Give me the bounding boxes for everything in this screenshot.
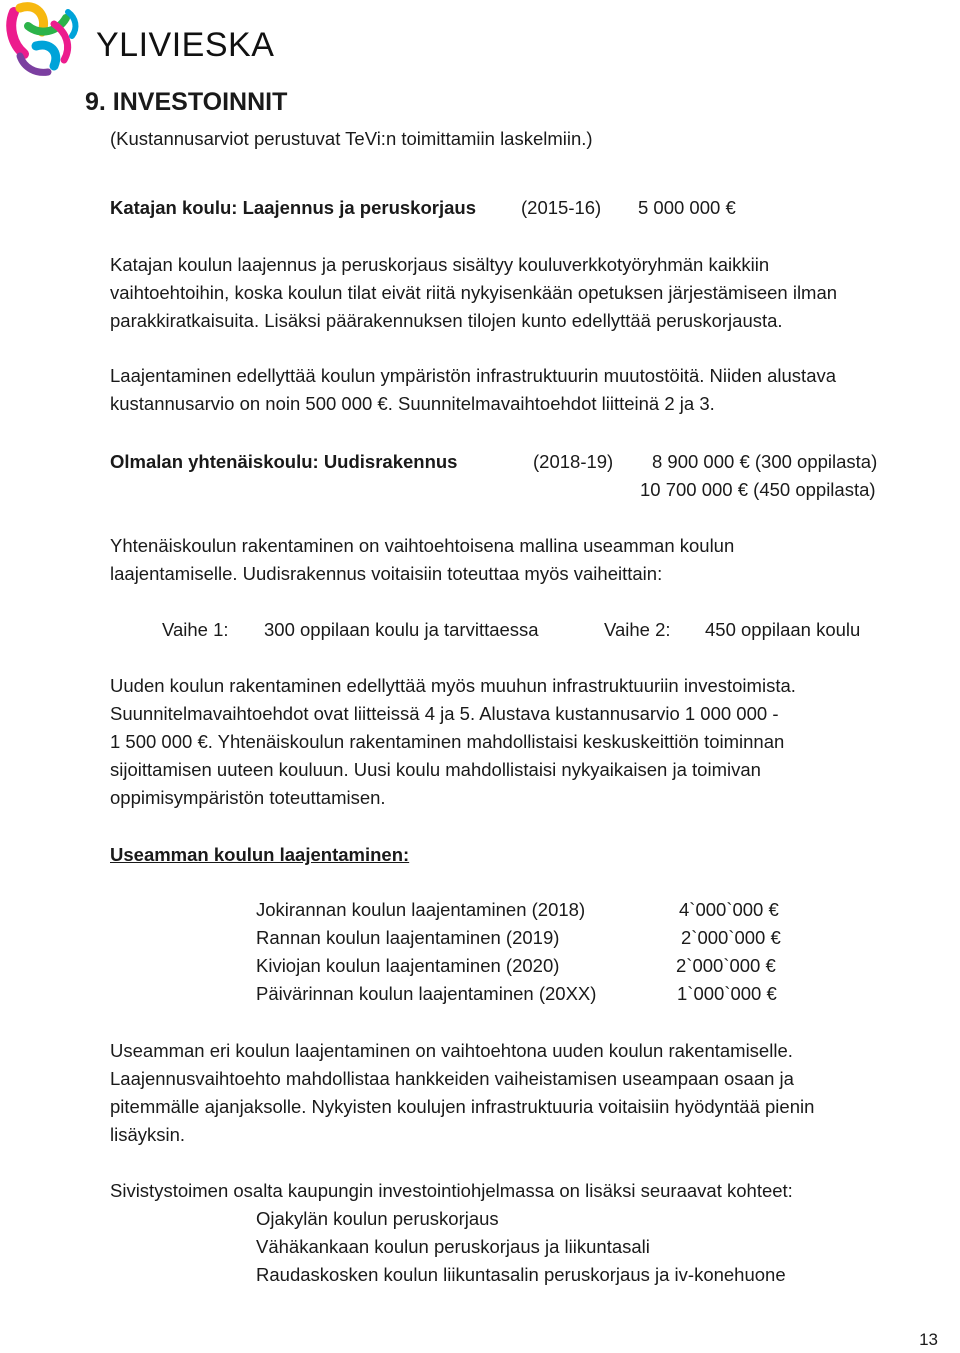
sivistys-item: Raudaskosken koulun liikuntasalin peruskorjaus ja iv-konehuone	[256, 1264, 786, 1285]
paragraph-line: 1 500 000 €. Yhtenäiskoulun rakentaminen mahdollistaisi keskuskeittiön toiminnan	[110, 731, 785, 752]
paragraph-line: laajentamiselle. Uudisrakennus voitaisiin toteuttaa myös vaiheittain:	[110, 563, 663, 584]
paragraph-line: oppimisympäristön toteuttamisen.	[110, 787, 386, 808]
phase2-label: Vaihe 2:	[604, 619, 671, 640]
useamman-title: Useamman koulun laajentaminen:	[110, 844, 410, 865]
olmala-years: (2018-19)	[533, 451, 614, 472]
katajan-years: (2015-16)	[521, 197, 602, 218]
katajan-amount: 5 000 000 €	[638, 197, 736, 218]
paragraph-line: Laajennusvaihtoehto mahdollistaa hankkeiden vaiheistamisen useampaan osaan ja	[110, 1068, 794, 1089]
expansion-row-name: Päivärinnan koulun laajentaminen (20XX)	[256, 983, 597, 1004]
paragraph-line: kustannusarvio on noin 500 000 €. Suunnitelmavaihtoehdot liitteinä 2 ja 3.	[110, 393, 715, 414]
page-title: 9. INVESTOINNIT	[85, 88, 288, 116]
logo-mark-icon	[6, 2, 90, 82]
expansion-row-cost: 1`000`000 €	[677, 983, 777, 1004]
expansion-row-name: Jokirannan koulun laajentaminen (2018)	[256, 899, 586, 920]
paragraph-line: Uuden koulun rakentaminen edellyttää myös muuhun infrastruktuuriin investoimista.	[110, 675, 796, 696]
paragraph-line: Laajentaminen edellyttää koulun ympäristön infrastruktuurin muutostöitä. Niiden alustava	[110, 365, 837, 386]
olmala-title: Olmalan yhtenäiskoulu: Uudisrakennus	[110, 451, 458, 472]
paragraph-line: Katajan koulun laajennus ja peruskorjaus sisältyy kouluverkkotyöryhmän kaikkiin	[110, 254, 770, 275]
sivistys-item: Vähäkankaan koulun peruskorjaus ja liikuntasali	[256, 1236, 650, 1257]
expansion-row-cost: 4`000`000 €	[679, 899, 779, 920]
phase2-text: 450 oppilaan koulu	[705, 619, 861, 640]
sivistys-intro: Sivistystoimen osalta kaupungin investointiohjelmassa on lisäksi seuraavat kohteet:	[110, 1180, 793, 1201]
paragraph-line: lisäyksin.	[110, 1124, 186, 1145]
paragraph-line: sijoittamisen uuteen kouluun. Uusi koulu mahdollistaisi nykyaikaisen ja toimivan	[110, 759, 761, 780]
page-number: 13	[919, 1330, 938, 1349]
paragraph-line: Useamman eri koulun laajentaminen on vaihtoehtona uuden koulun rakentamiselle.	[110, 1040, 793, 1061]
expansion-row-cost: 2`000`000 €	[681, 927, 781, 948]
phase1-text: 300 oppilaan koulu ja tarvittaessa	[264, 619, 539, 640]
ylivieska-logo	[6, 2, 275, 82]
phase1-label: Vaihe 1:	[162, 619, 229, 640]
paragraph-line: vaihtoehtoihin, koska koulun tilat eivät riitä nykyisenkään opetuksen järjestämiseen ilman	[110, 282, 838, 303]
sivistys-item: Ojakylän koulun peruskorjaus	[256, 1208, 499, 1229]
expansion-row-cost: 2`000`000 €	[676, 955, 776, 976]
expansion-row-name: Rannan koulun laajentaminen (2019)	[256, 927, 560, 948]
brand-name: YLIVIESKA	[96, 26, 275, 64]
olmala-cost-450: 10 700 000 € (450 oppilasta)	[640, 479, 876, 500]
expansion-row-name: Kiviojan koulun laajentaminen (2020)	[256, 955, 560, 976]
page-subtitle: (Kustannusarviot perustuvat TeVi:n toimittamiin laskelmiin.)	[110, 128, 593, 149]
paragraph-line: Suunnitelmavaihtoehdot ovat liitteissä 4 ja 5. Alustava kustannusarvio 1 000 000 -	[110, 703, 779, 724]
paragraph-line: Yhtenäiskoulun rakentaminen on vaihtoehtoisena mallina useamman koulun	[110, 535, 735, 556]
paragraph-line: pitemmälle ajanjaksolle. Nykyisten koulujen infrastruktuuria voitaisiin hyödyntää pienin	[110, 1096, 815, 1117]
paragraph-line: parakkiratkaisuita. Lisäksi päärakennuksen tilojen kunto edellyttää peruskorjausta.	[110, 310, 783, 331]
katajan-title: Katajan koulu: Laajennus ja peruskorjaus	[110, 197, 476, 218]
olmala-cost-300: 8 900 000 € (300 oppilasta)	[652, 451, 878, 472]
